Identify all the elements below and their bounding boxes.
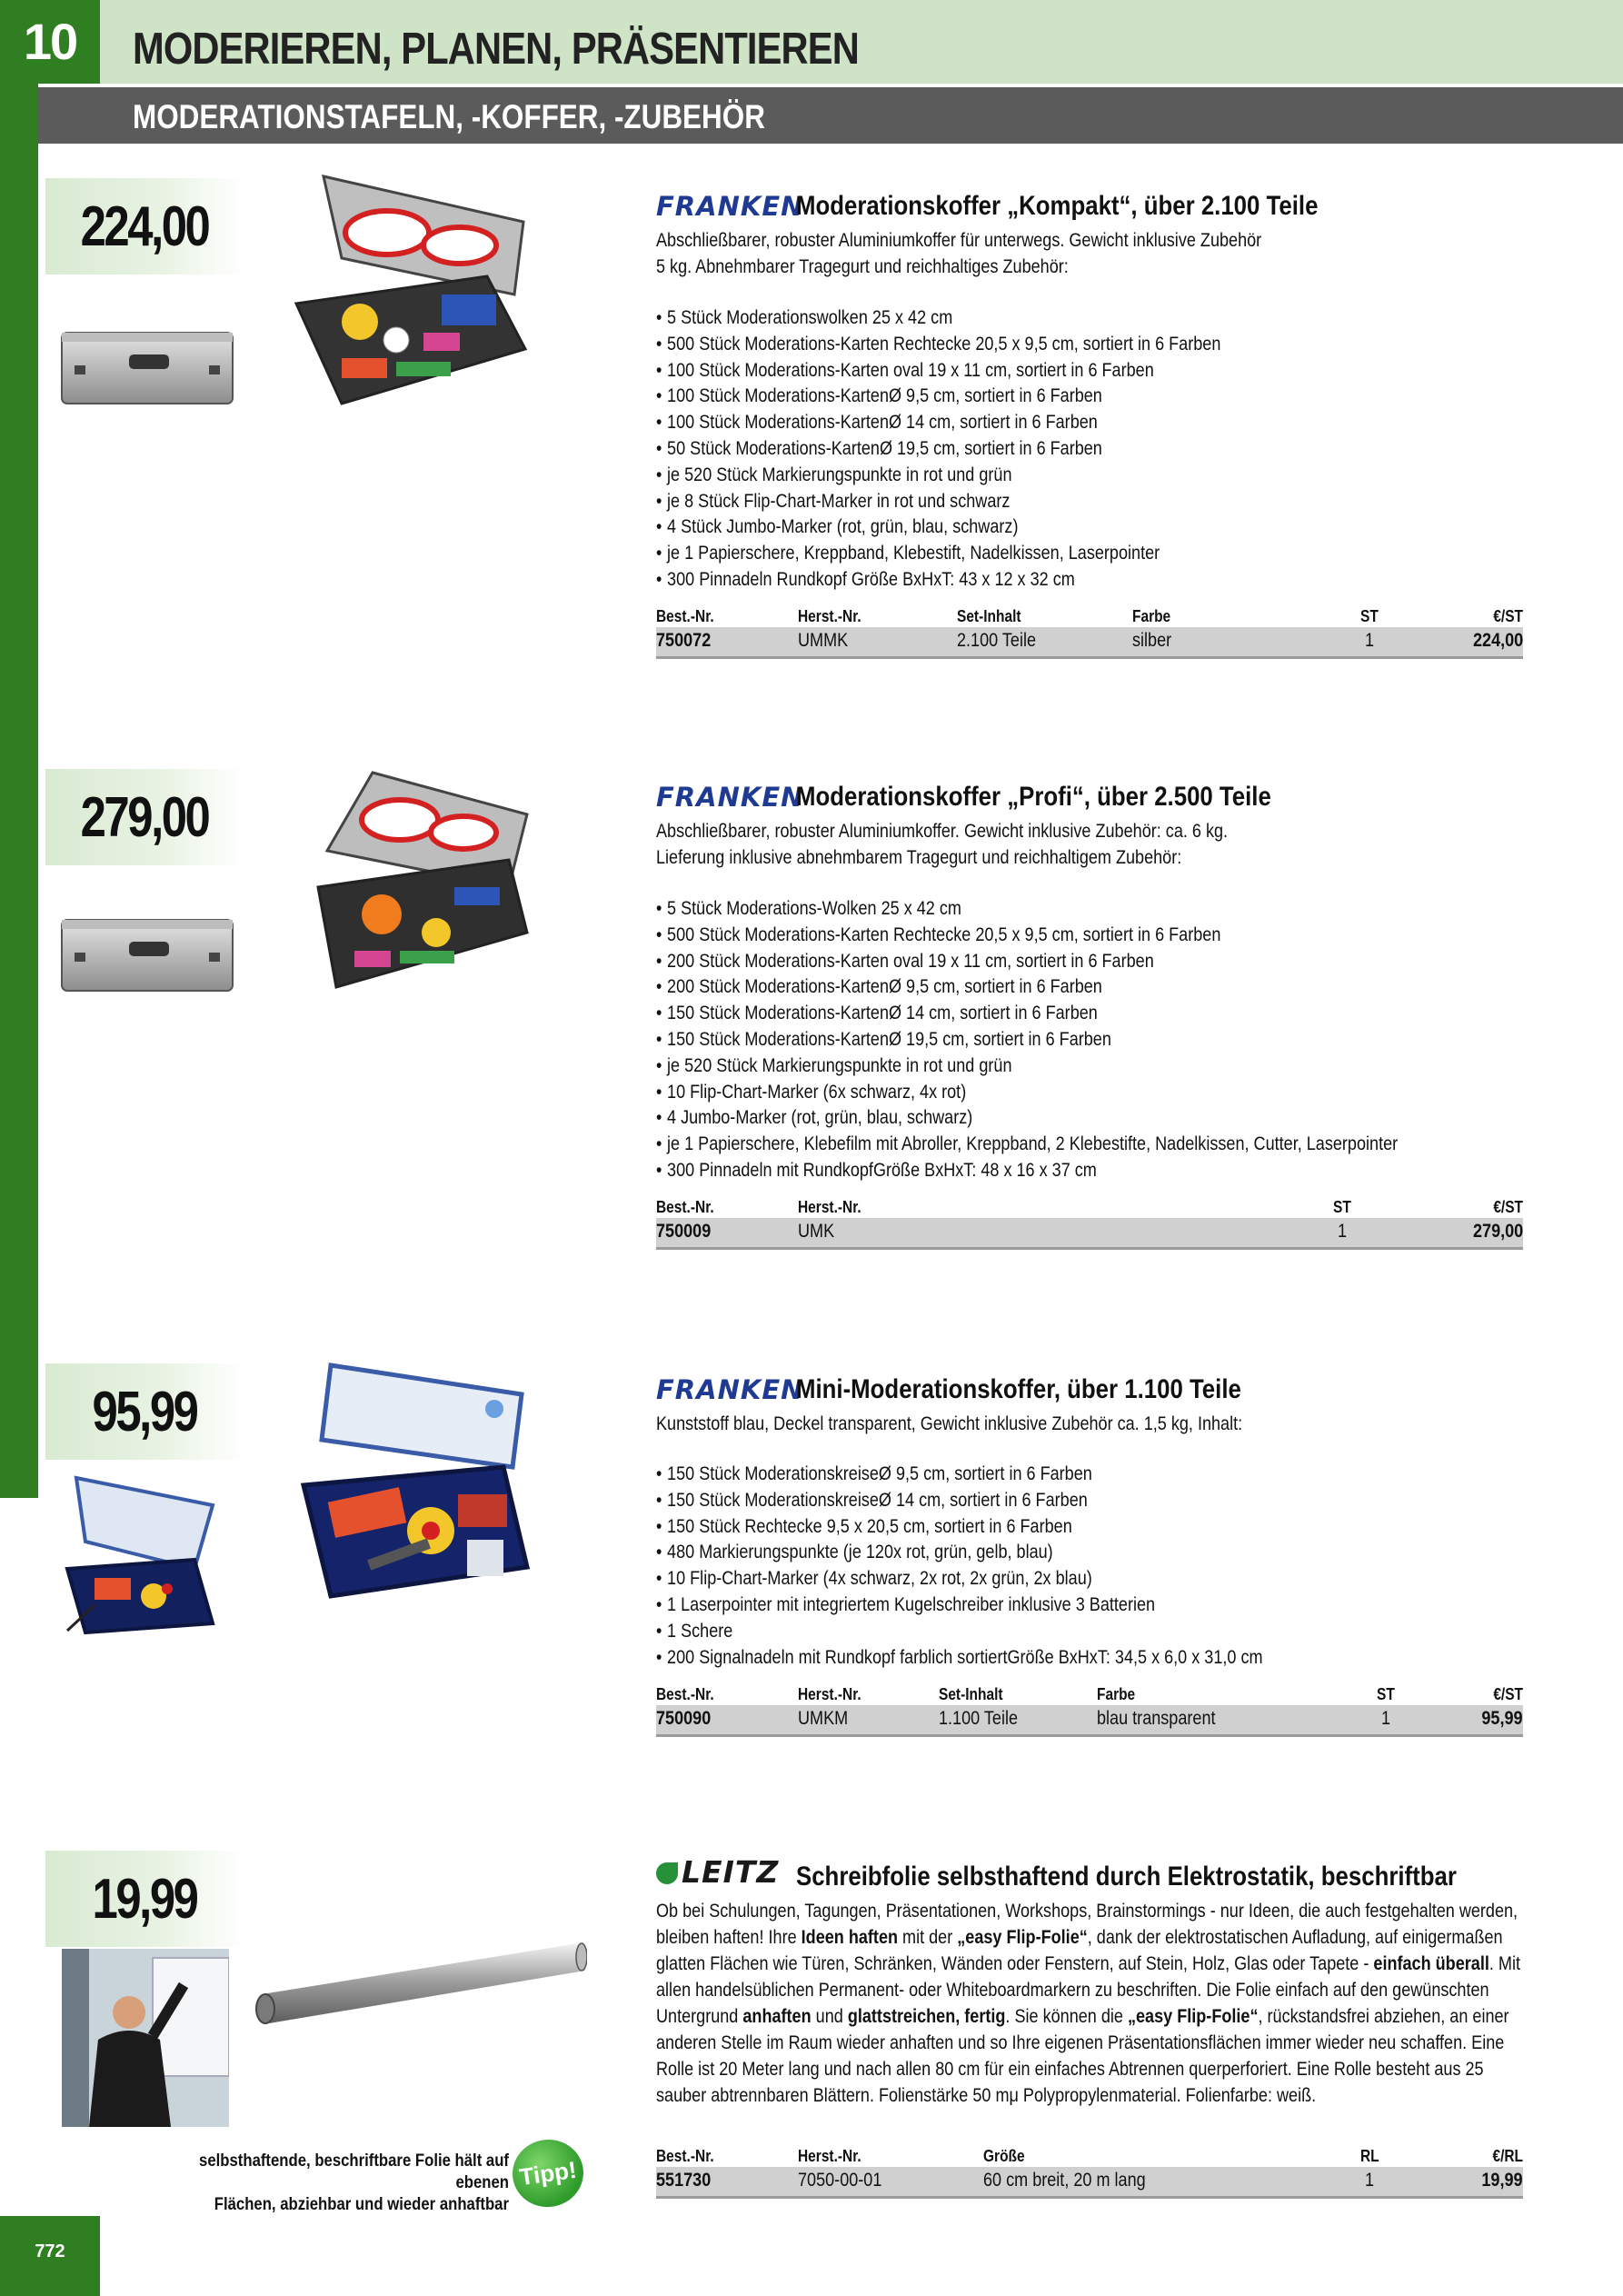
col-header: Herst.-Nr.	[798, 1198, 861, 1216]
article-number: 750009	[656, 1221, 712, 1242]
col-header: RL	[1360, 2147, 1379, 2165]
set-content: 2.100 Teile	[957, 630, 1037, 651]
product-description	[656, 1898, 1525, 2109]
col-header: ST	[1360, 607, 1379, 625]
table-row	[656, 1218, 1523, 1250]
quantity: 1	[1338, 1221, 1348, 1242]
list-item: • 10 Flip-Chart-Marker (6x schwarz, 4x rot)	[656, 1080, 1398, 1106]
col-header: ST	[1377, 1685, 1395, 1703]
list-item: • 150 Stück ModerationskreiseØ 9,5 cm, sortiert in 6 Farben	[656, 1462, 1263, 1488]
article-number: 750072	[656, 630, 712, 651]
order-table-header	[656, 1194, 1523, 1218]
list-item: • je 520 Stück Markierungspunkte in rot und grün	[656, 463, 1220, 489]
set-content: 1.100 Teile	[939, 1708, 1019, 1729]
order-table	[656, 1682, 1523, 1737]
mini-case-small-image	[58, 1469, 222, 1642]
price-tag	[45, 178, 244, 275]
col-header: Set-Inhalt	[957, 607, 1021, 625]
product-title: Moderationskoffer „Profi“, über 2.500 Teile	[796, 782, 1271, 812]
feature-list	[656, 305, 1220, 594]
mini-case-open-image	[294, 1358, 534, 1603]
presentation-photo-image	[62, 1949, 229, 2127]
order-table	[656, 2143, 1523, 2199]
product-title: Schreibfolie selbsthaftend durch Elektrostatik, beschriftbar	[796, 1862, 1457, 1892]
article-number: 551730	[656, 2170, 712, 2191]
description-text: und	[811, 2006, 848, 2027]
price-tag	[45, 1363, 244, 1460]
list-item: • 100 Stück Moderations-Karten oval 19 x 11 cm, sortiert in 6 Farben	[656, 358, 1220, 384]
feature-list	[656, 1462, 1263, 1671]
list-item: • 100 Stück Moderations-KartenØ 9,5 cm, sortiert in 6 Farben	[656, 384, 1220, 410]
list-item: • 150 Stück Rechtecke 9,5 x 20,5 cm, sortiert in 6 Farben	[656, 1514, 1263, 1541]
brand-logo-franken: FRANKEN	[656, 191, 804, 222]
foil-roll-image	[251, 1931, 587, 2031]
col-header: Best.-Nr.	[656, 1685, 714, 1703]
table-row	[656, 2167, 1523, 2199]
col-header: Set-Inhalt	[939, 1685, 1003, 1703]
list-item: • 480 Markierungspunkte (je 120x rot, grün, gelb, blau)	[656, 1540, 1263, 1566]
product-title: Mini-Moderationskoffer, über 1.100 Teile	[796, 1374, 1241, 1404]
size-value: 60 cm breit, 20 m lang	[983, 2170, 1146, 2191]
color-value: blau transparent	[1097, 1708, 1216, 1729]
caption-line: selbsthaftende, beschriftbare Folie hält auf ebenen	[199, 2151, 509, 2192]
brand-name: LEITZ	[682, 1854, 780, 1890]
description-text: . Sie können die	[1005, 2006, 1128, 2027]
product-description	[656, 227, 1477, 280]
manufacturer-number: 7050-00-01	[798, 2170, 882, 2191]
quantity: 1	[1365, 2170, 1375, 2191]
description-line: Lieferung inklusive abnehmbarem Tragegurt und reichhaltigem Zubehör:	[656, 847, 1182, 868]
list-item: • 200 Stück Moderations-KartenØ 9,5 cm, sortiert in 6 Farben	[656, 974, 1398, 1001]
list-item: • 1 Laserpointer mit integriertem Kugelschreiber inklusive 3 Batterien	[656, 1592, 1263, 1619]
col-header: Herst.-Nr.	[798, 1685, 861, 1703]
color-value: silber	[1132, 630, 1172, 651]
unit-price: 224,00	[1472, 630, 1523, 651]
list-item: • 150 Stück Moderations-KartenØ 14 cm, sortiert in 6 Farben	[656, 1001, 1398, 1027]
aluminium-case-closed-image	[56, 905, 238, 996]
list-item: • 4 Stück Jumbo-Marker (rot, grün, blau, schwarz)	[656, 514, 1220, 541]
list-item: • 10 Flip-Chart-Marker (4x schwarz, 2x rot, 2x grün, 2x blau)	[656, 1566, 1263, 1592]
price: 95,99	[92, 1381, 197, 1443]
description-text: , dank der elektrostatischen Aufladung, auf einigermaßen glatten Flächen wie Türen, Schränken, Wänden oder Fenstern, auf Stein, Holz, Glas oder Tapete -	[656, 1927, 1503, 1974]
list-item: • 100 Stück Moderations-KartenØ 14 cm, sortiert in 6 Farben	[656, 410, 1220, 436]
list-item: • 5 Stück Moderationswolken 25 x 42 cm	[656, 305, 1220, 332]
col-header: €/ST	[1493, 1685, 1523, 1703]
image-caption	[149, 2151, 509, 2216]
list-item: • 4 Jumbo-Marker (rot, grün, blau, schwarz)	[656, 1105, 1398, 1132]
product-description	[656, 1411, 1477, 1437]
col-header: €/ST	[1493, 1198, 1523, 1216]
list-item: • 300 Pinnadeln mit RundkopfGröße BxHxT: 48 x 16 x 37 cm	[656, 1158, 1398, 1184]
manufacturer-number: UMK	[798, 1221, 835, 1242]
description-text: Ob bei Schulungen, Tagungen, Präsentationen, Workshops, Brainstormings - nur Ideen, die auch festgehalten werden, bleiben haften! Ihre	[656, 1901, 1518, 1948]
chapter-number: 10	[0, 0, 100, 84]
description-text: . Mit allen handelsüblichen Permanent- oder Whiteboardmarkern zu beschriften. Die Folie einfach auf den gewünschten Untergrund	[656, 1953, 1520, 2027]
table-row	[656, 1705, 1523, 1737]
page-title: MODERIEREN, PLANEN, PRÄSENTIEREN	[133, 25, 859, 74]
list-item: • 200 Signalnadeln mit Rundkopf farblich sortiertGröße BxHxT: 34,5 x 6,0 x 31,0 cm	[656, 1645, 1263, 1672]
price-tag	[45, 769, 244, 865]
quantity: 1	[1381, 1708, 1391, 1729]
order-table	[656, 1194, 1523, 1250]
list-item: • 1 Schere	[656, 1619, 1263, 1645]
list-item: • 500 Stück Moderations-Karten Rechtecke 20,5 x 9,5 cm, sortiert in 6 Farben	[656, 332, 1220, 358]
leitz-logo-mark	[656, 1862, 678, 1884]
price: 19,99	[92, 1868, 197, 1931]
brand-logo-leitz	[656, 1854, 779, 1890]
highlight-text: einfach überall	[1373, 1953, 1489, 1974]
col-header: Best.-Nr.	[656, 607, 714, 625]
case-kompakt-open-image	[287, 167, 533, 413]
list-item: • 150 Stück ModerationskreiseØ 14 cm, sortiert in 6 Farben	[656, 1488, 1263, 1514]
list-item: • je 520 Stück Markierungspunkte in rot und grün	[656, 1053, 1398, 1080]
list-item: • 200 Stück Moderations-Karten oval 19 x 11 cm, sortiert in 6 Farben	[656, 949, 1398, 975]
table-row	[656, 627, 1523, 659]
description-line: Abschließbarer, robuster Aluminiumkoffer für unterwegs. Gewicht inklusive Zubehör	[656, 230, 1262, 251]
col-header: Herst.-Nr.	[798, 607, 861, 625]
order-table-header	[656, 2143, 1523, 2167]
col-header: €/ST	[1493, 607, 1523, 625]
left-accent-bar	[0, 0, 38, 1498]
description-line: 5 kg. Abnehmbarer Tragegurt und reichhaltiges Zubehör:	[656, 256, 1069, 277]
col-header: ST	[1333, 1198, 1351, 1216]
order-table	[656, 604, 1523, 659]
caption-line: Flächen, abziehbar und wieder anhaftbar	[214, 2195, 509, 2214]
tipp-badge: Tipp!	[508, 2135, 588, 2211]
page-number: 772	[35, 2241, 65, 2261]
product-title: Moderationskoffer „Kompakt“, über 2.100 Teile	[796, 191, 1319, 221]
highlight-text: Ideen haften	[801, 1927, 899, 1948]
col-header: Best.-Nr.	[656, 1198, 714, 1216]
feature-list	[656, 896, 1398, 1184]
highlight-text: „easy Flip-Folie“	[1127, 2006, 1259, 2027]
order-table-header	[656, 1682, 1523, 1705]
product-description	[656, 818, 1477, 871]
highlight-text: glattstreichen, fertig	[847, 2006, 1006, 2027]
col-header: Herst.-Nr.	[798, 2147, 861, 2165]
order-table-header	[656, 604, 1523, 627]
aluminium-case-closed-image	[56, 318, 238, 409]
section-title: MODERATIONSTAFELN, -KOFFER, -ZUBEHÖR	[133, 98, 765, 135]
description-text: , rückstandsfrei abziehen, an einer anderen Stelle im Raum wieder anhaften und so Ihre eigenen Präsentationsflächen immer wieder neu schaffen. Eine Rolle ist 20 Meter lang und nach allen 80 cm für ein einfaches Abtrennen querperforiert. Eine Rolle besteht aus 25 sauber abtrennbaren Blättern. Folienstärke 50 mμ Polypropylenmaterial. Folienfarbe: weiß.	[656, 2006, 1509, 2106]
list-item: • je 8 Stück Flip-Chart-Marker in rot und schwarz	[656, 489, 1220, 515]
manufacturer-number: UMMK	[798, 630, 849, 651]
highlight-text: anhaften	[742, 2006, 812, 2027]
col-header: Best.-Nr.	[656, 2147, 714, 2165]
brand-logo-franken: FRANKEN	[656, 1374, 804, 1405]
list-item: • je 1 Papierschere, Klebefilm mit Abroller, Kreppband, 2 Klebestifte, Nadelkissen, Cutter, Laserpointer	[656, 1132, 1398, 1158]
quantity: 1	[1365, 630, 1375, 651]
unit-price: 95,99	[1481, 1708, 1523, 1729]
price-tag	[45, 1851, 244, 1947]
list-item: • 500 Stück Moderations-Karten Rechtecke 20,5 x 9,5 cm, sortiert in 6 Farben	[656, 923, 1398, 949]
list-item: • 300 Pinnadeln Rundkopf Größe BxHxT: 43 x 12 x 32 cm	[656, 567, 1220, 594]
description-text: mit der	[898, 1927, 958, 1948]
price: 224,00	[80, 195, 209, 258]
article-number: 750090	[656, 1708, 712, 1729]
col-header: Farbe	[1132, 607, 1171, 625]
list-item: • 150 Stück Moderations-KartenØ 19,5 cm, sortiert in 6 Farben	[656, 1027, 1398, 1053]
brand-logo-franken: FRANKEN	[656, 782, 804, 813]
unit-price: 19,99	[1481, 2170, 1523, 2191]
list-item: • je 1 Papierschere, Kreppband, Klebestift, Nadelkissen, Laserpointer	[656, 541, 1220, 567]
manufacturer-number: UMKM	[798, 1708, 849, 1729]
highlight-text: „easy Flip-Folie“	[957, 1927, 1088, 1948]
case-profi-open-image	[300, 769, 536, 996]
list-item: • 50 Stück Moderations-KartenØ 19,5 cm, sortiert in 6 Farben	[656, 436, 1220, 463]
description-line: Kunststoff blau, Deckel transparent, Gewicht inklusive Zubehör ca. 1,5 kg, Inhalt:	[656, 1413, 1243, 1434]
col-header: Farbe	[1097, 1685, 1136, 1703]
unit-price: 279,00	[1472, 1221, 1523, 1242]
col-header: €/RL	[1492, 2147, 1523, 2165]
price: 279,00	[80, 786, 209, 849]
col-header: Größe	[983, 2147, 1025, 2165]
description-line: Abschließbarer, robuster Aluminiumkoffer. Gewicht inklusive Zubehör: ca. 6 kg.	[656, 821, 1229, 842]
list-item: • 5 Stück Moderations-Wolken 25 x 42 cm	[656, 896, 1398, 923]
